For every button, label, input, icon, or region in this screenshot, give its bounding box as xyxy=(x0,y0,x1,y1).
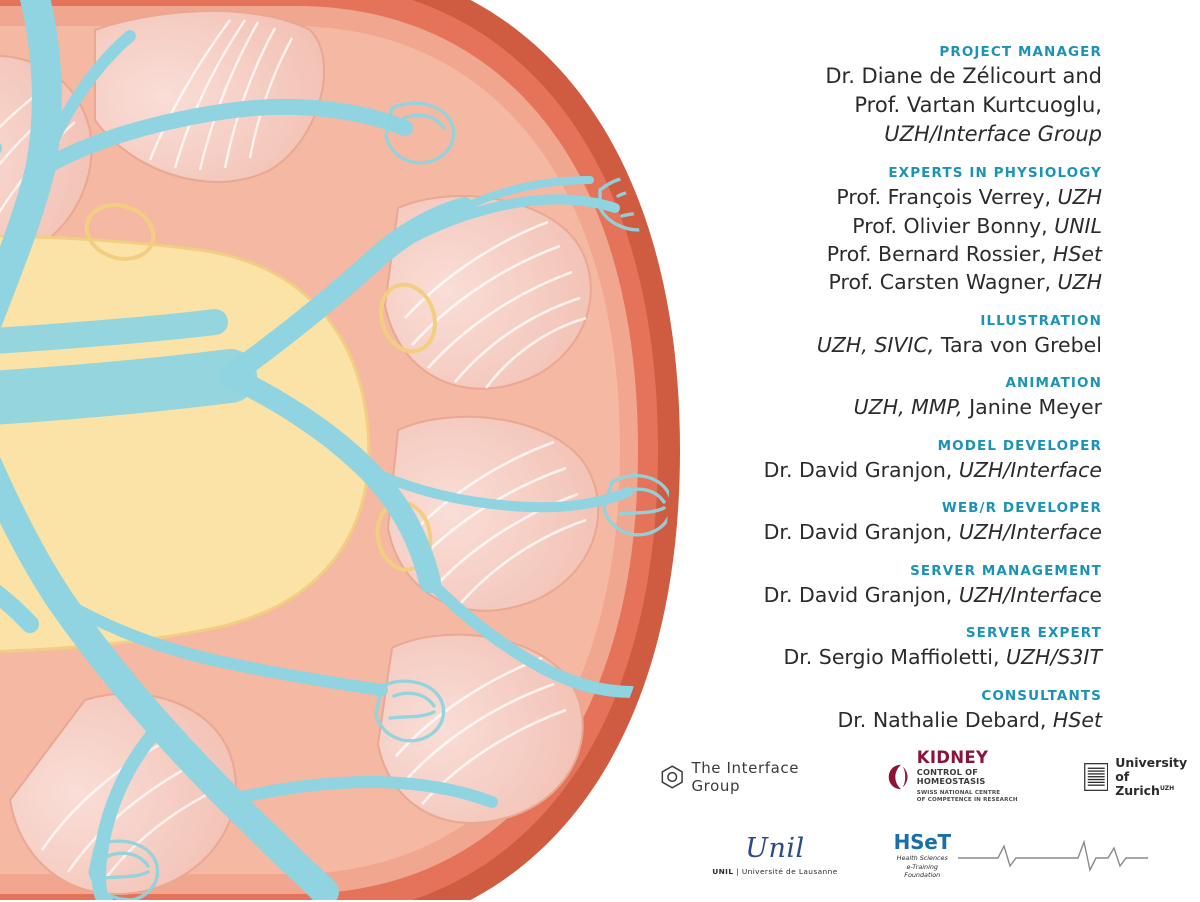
kidney-shape-icon xyxy=(885,762,909,792)
credit-affiliation: UZH/Interface xyxy=(958,520,1102,545)
credit-person: Prof. Carsten Wagner, xyxy=(828,270,1058,295)
credit-name-line xyxy=(700,393,1102,421)
credit-name-line xyxy=(700,120,1102,149)
unil-short: UNIL xyxy=(712,867,734,877)
interface-group-icon xyxy=(660,764,684,790)
uzh-line2-wrap xyxy=(1115,784,1200,798)
credit-person: Dr. David Granjon, xyxy=(763,457,959,482)
credit-person: Dr. Sergio Maffioletti, xyxy=(783,645,1006,670)
hset-logo-text xyxy=(894,832,951,879)
credit-role-consultants: CONSULTANTS xyxy=(981,687,1102,704)
credit-affiliation: UZH xyxy=(1057,185,1102,210)
credit-affiliation: UZH/Interface Group xyxy=(884,122,1102,147)
credit-role-server-expert: SERVER EXPERT xyxy=(965,625,1102,642)
credit-name-line: Dr. Diane de Zélicourt and xyxy=(825,64,1102,89)
credit-role-web-r-developer: WEB/R DEVELOPER xyxy=(941,500,1102,517)
credit-name-line xyxy=(700,643,1102,671)
credit-affiliation: UNIL xyxy=(1054,213,1102,238)
logo-unil xyxy=(712,835,837,876)
hset-sub-line3: Foundation xyxy=(904,870,941,879)
credit-person: Dr. Nathalie Debard, xyxy=(837,707,1053,732)
kidney-title: KIDNEY xyxy=(916,748,989,767)
hset-sub-line2: e-Training xyxy=(906,862,938,871)
credit-affiliation: UZH, MMP, xyxy=(853,395,970,420)
uzh-crest-icon xyxy=(1084,762,1108,792)
credit-name-line xyxy=(700,706,1102,734)
credit-role-project-manager: PROJECT MANAGER xyxy=(939,44,1102,60)
unil-full: | Université de Lausanne xyxy=(733,867,838,877)
credit-block-animation xyxy=(700,373,1102,422)
credit-affiliation: UZH/Interfac xyxy=(958,582,1090,607)
ecg-line-icon xyxy=(958,836,1148,876)
credit-affiliation: HSet xyxy=(1052,707,1102,732)
credits-list xyxy=(700,0,1200,740)
credit-name-line xyxy=(700,331,1102,359)
uzh-logo-text xyxy=(1115,756,1200,799)
credit-affiliation-tail: e xyxy=(1089,582,1102,607)
kidney-subtitle: CONTROL OF HOMEOSTASIS xyxy=(916,766,986,786)
credit-person: Dr. David Granjon, xyxy=(763,582,959,607)
logo-row-primary xyxy=(660,750,1200,804)
credit-block-server-management xyxy=(700,561,1102,610)
uzh-superscript: UZH xyxy=(1159,785,1175,793)
logo-hset-foundation xyxy=(894,832,1148,879)
credit-person: Prof. Olivier Bonny, xyxy=(852,213,1055,238)
credit-block-model-developer xyxy=(700,436,1102,485)
unil-wordmark: Unil xyxy=(745,833,805,865)
uzh-line1: University of xyxy=(1115,754,1188,784)
credit-name-line xyxy=(700,581,1102,609)
credit-block-project-manager xyxy=(700,42,1102,149)
credit-name-line: Prof. Vartan Kurtcuoglu, xyxy=(854,93,1102,118)
credit-person: Dr. David Granjon, xyxy=(763,520,959,545)
credit-role-model-developer: MODEL DEVELOPER xyxy=(937,437,1102,454)
hset-wordmark: HSeT xyxy=(893,830,951,855)
credit-name-line xyxy=(700,240,1102,268)
credit-affiliation: UZH xyxy=(1057,270,1102,295)
credit-name-line xyxy=(700,456,1102,484)
partner-logos xyxy=(660,742,1200,902)
uzh-line2: Zurich xyxy=(1115,783,1160,799)
credit-block-illustration xyxy=(700,311,1102,360)
logo-row-secondary xyxy=(660,832,1200,879)
credit-affiliation: UZH/Interface xyxy=(958,457,1102,482)
credit-person: Tara von Grebel xyxy=(940,332,1102,357)
credit-affiliation: UZH/S3IT xyxy=(1006,645,1102,670)
logo-university-of-zurich xyxy=(1084,756,1200,799)
credit-person: Prof. François Verrey, xyxy=(836,185,1058,210)
credit-person: Prof. Bernard Rossier, xyxy=(826,241,1053,266)
credit-block-experts-in-physiology xyxy=(700,163,1102,296)
kidney-logo-text xyxy=(917,750,1042,804)
credit-affiliation: UZH, SIVIC, xyxy=(816,332,941,357)
credit-role-experts-in-physiology: EXPERTS IN PHYSIOLOGY xyxy=(888,165,1102,182)
credit-role-server-management: SERVER MANAGEMENT xyxy=(910,562,1102,579)
kidney-footer-line1: SWISS NATIONAL CENTRE xyxy=(916,790,1001,797)
interface-group-wordmark: The Interface Group xyxy=(691,759,800,796)
credit-block-web-r-developer xyxy=(700,498,1102,547)
kidney-footer-line2: OF COMPETENCE IN RESEARCH xyxy=(916,797,1018,804)
credit-name-line xyxy=(700,268,1102,296)
logo-interface-group xyxy=(660,759,843,795)
credit-block-server-expert xyxy=(700,623,1102,672)
hset-sub-line1: Health Sciences xyxy=(896,854,948,863)
credit-name-line xyxy=(700,518,1102,546)
credit-name-line xyxy=(700,212,1102,240)
credit-affiliation: HSet xyxy=(1052,241,1102,266)
credit-block-consultants xyxy=(700,686,1102,735)
unil-subtitle xyxy=(712,867,837,876)
credit-person: Janine Meyer xyxy=(969,395,1102,420)
credit-role-illustration: ILLUSTRATION xyxy=(980,312,1102,329)
credit-name-line xyxy=(700,183,1102,211)
credit-role-animation: ANIMATION xyxy=(1005,375,1102,392)
logo-nccr-kidney xyxy=(885,750,1041,804)
